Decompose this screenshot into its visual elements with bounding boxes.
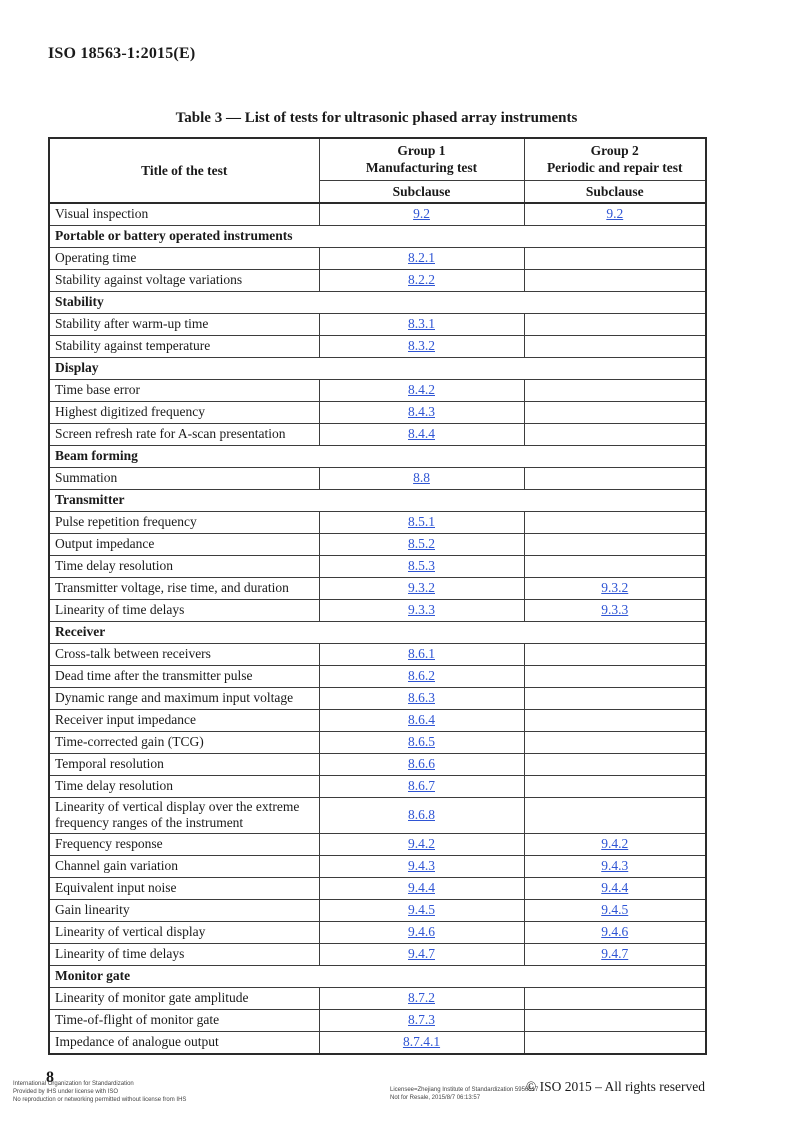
subclause-link[interactable]: 8.6.1 bbox=[408, 645, 435, 661]
column-header-group2 bbox=[524, 138, 706, 180]
group2-subclause-cell bbox=[524, 313, 706, 335]
test-title: Transmitter voltage, rise time, and duration bbox=[49, 577, 319, 599]
section-title: Stability bbox=[49, 291, 706, 313]
test-title: Visual inspection bbox=[49, 203, 319, 225]
table-body bbox=[49, 203, 706, 1054]
test-row bbox=[49, 856, 706, 878]
subclause-link[interactable]: 9.4.4 bbox=[408, 880, 435, 896]
group1-subclause-cell bbox=[319, 988, 524, 1010]
subclause-header-group1: Subclause bbox=[319, 180, 524, 203]
section-row bbox=[49, 357, 706, 379]
subclause-link[interactable]: 9.4.7 bbox=[601, 946, 629, 962]
group1-subclause-cell bbox=[319, 599, 524, 621]
subclause-link[interactable]: 8.6.5 bbox=[408, 733, 435, 749]
group2-subclause-cell bbox=[524, 753, 706, 775]
test-title: Dynamic range and maximum input voltage bbox=[49, 687, 319, 709]
group1-subclause-cell bbox=[319, 335, 524, 357]
test-title: Time-of-flight of monitor gate bbox=[49, 1010, 319, 1032]
tests-table bbox=[48, 137, 707, 1055]
section-row bbox=[49, 489, 706, 511]
group1-subclause-cell bbox=[319, 247, 524, 269]
group2-subclause-cell bbox=[524, 797, 706, 834]
group2-subclause-cell bbox=[524, 922, 706, 944]
subclause-link[interactable]: 9.4.3 bbox=[408, 858, 435, 874]
group2-subclause-cell bbox=[524, 709, 706, 731]
group1-subclause-cell bbox=[319, 1032, 524, 1054]
section-row bbox=[49, 291, 706, 313]
test-title: Operating time bbox=[49, 247, 319, 269]
test-row bbox=[49, 753, 706, 775]
group1-subclause-cell bbox=[319, 878, 524, 900]
test-title: Gain linearity bbox=[49, 900, 319, 922]
test-title: Time delay resolution bbox=[49, 775, 319, 797]
test-title: Linearity of vertical display over the extreme frequency ranges of the instrument bbox=[49, 797, 319, 834]
section-title: Beam forming bbox=[49, 445, 706, 467]
subclause-link[interactable]: 8.8 bbox=[413, 469, 430, 485]
section-row bbox=[49, 445, 706, 467]
test-row bbox=[49, 643, 706, 665]
copyright-notice: © ISO 2015 – All rights reserved bbox=[526, 1079, 705, 1094]
subclause-link[interactable]: 9.4.4 bbox=[601, 880, 629, 896]
footer-license-text bbox=[390, 1086, 538, 1102]
test-title: Channel gain variation bbox=[49, 856, 319, 878]
group2-subclause-cell bbox=[524, 511, 706, 533]
test-title: Cross-talk between receivers bbox=[49, 643, 319, 665]
subclause-link[interactable]: 9.4.2 bbox=[601, 836, 629, 852]
group2-subclause-cell bbox=[524, 247, 706, 269]
footer-legal-line: International Organization for Standardization bbox=[13, 1081, 134, 1087]
test-title: Linearity of time delays bbox=[49, 599, 319, 621]
group2-subclause-cell bbox=[524, 665, 706, 687]
subclause-link[interactable]: 9.4.5 bbox=[601, 902, 629, 918]
document-reference: ISO 18563-1:2015(E) bbox=[48, 45, 196, 62]
test-row bbox=[49, 599, 706, 621]
group1-subclause-cell bbox=[319, 467, 524, 489]
test-title: Impedance of analogue output bbox=[49, 1032, 319, 1054]
test-row bbox=[49, 335, 706, 357]
test-row bbox=[49, 577, 706, 599]
subclause-link[interactable]: 8.5.3 bbox=[408, 557, 435, 573]
test-title: Summation bbox=[49, 467, 319, 489]
subclause-link[interactable]: 8.2.1 bbox=[408, 249, 435, 265]
group2-subclause-cell bbox=[524, 599, 706, 621]
group1-subclause-cell bbox=[319, 511, 524, 533]
group2-subclause-cell bbox=[524, 878, 706, 900]
group1-subclause-cell bbox=[319, 643, 524, 665]
subclause-link[interactable]: 8.5.2 bbox=[408, 535, 435, 551]
test-row bbox=[49, 1032, 706, 1054]
group2-subclause-cell bbox=[524, 775, 706, 797]
subclause-link[interactable]: 8.3.1 bbox=[408, 315, 435, 331]
subclause-link[interactable]: 9.4.2 bbox=[408, 836, 435, 852]
test-row bbox=[49, 247, 706, 269]
test-row bbox=[49, 313, 706, 335]
group1-subclause-cell bbox=[319, 687, 524, 709]
test-title: Time base error bbox=[49, 379, 319, 401]
test-row bbox=[49, 731, 706, 753]
group2-subclause-cell bbox=[524, 856, 706, 878]
test-row bbox=[49, 709, 706, 731]
group2-subclause-cell bbox=[524, 203, 706, 225]
test-row bbox=[49, 944, 706, 966]
test-row bbox=[49, 988, 706, 1010]
test-row bbox=[49, 423, 706, 445]
subclause-link[interactable]: 9.4.5 bbox=[408, 902, 435, 918]
test-row bbox=[49, 687, 706, 709]
test-title: Pulse repetition frequency bbox=[49, 511, 319, 533]
test-row bbox=[49, 1010, 706, 1032]
test-row bbox=[49, 834, 706, 856]
group1-subclause-cell bbox=[319, 423, 524, 445]
group2-subclause-cell bbox=[524, 834, 706, 856]
group2-subclause-cell bbox=[524, 423, 706, 445]
group1-subclause-cell bbox=[319, 379, 524, 401]
footer-legal-text bbox=[13, 1080, 186, 1104]
subclause-link[interactable]: 8.3.2 bbox=[408, 337, 435, 353]
group1-subclause-cell bbox=[319, 753, 524, 775]
subclause-link[interactable]: 8.7.4.1 bbox=[402, 1034, 441, 1050]
group1-subclause-cell bbox=[319, 944, 524, 966]
page-number: 8 bbox=[46, 1069, 54, 1086]
group1-subclause-cell bbox=[319, 775, 524, 797]
section-title: Portable or battery operated instruments bbox=[49, 225, 706, 247]
section-title: Transmitter bbox=[49, 489, 706, 511]
table-caption: Table 3 — List of tests for ultrasonic phased array instruments bbox=[175, 110, 578, 126]
subclause-link[interactable]: 9.4.6 bbox=[601, 924, 629, 940]
subclause-link[interactable]: 8.6.3 bbox=[408, 689, 435, 705]
subclause-link[interactable]: 8.4.2 bbox=[408, 381, 435, 397]
column-header-title: Title of the test bbox=[49, 138, 319, 203]
subclause-link[interactable]: 8.6.8 bbox=[408, 806, 435, 822]
test-row bbox=[49, 269, 706, 291]
test-row bbox=[49, 379, 706, 401]
section-title: Display bbox=[49, 357, 706, 379]
test-title: Stability against temperature bbox=[49, 335, 319, 357]
subclause-link[interactable]: 9.2 bbox=[413, 205, 430, 221]
section-row bbox=[49, 966, 706, 988]
group2-subclause-cell bbox=[524, 577, 706, 599]
group1-subclause-cell bbox=[319, 834, 524, 856]
subclause-link[interactable]: 9.3.2 bbox=[408, 579, 435, 595]
group1-subclause-cell bbox=[319, 856, 524, 878]
test-row bbox=[49, 775, 706, 797]
group1-subclause-cell bbox=[319, 577, 524, 599]
subclause-link[interactable]: 8.7.2 bbox=[408, 990, 435, 1006]
test-row bbox=[49, 203, 706, 225]
column-header-group1 bbox=[319, 138, 524, 180]
subclause-link[interactable]: 9.4.7 bbox=[408, 946, 435, 962]
footer-license-line: Licensee=Zhejiang Institute of Standardization 5956617 bbox=[390, 1087, 539, 1093]
subclause-link[interactable]: 8.4.4 bbox=[408, 425, 435, 441]
group1-subclause-cell bbox=[319, 555, 524, 577]
subclause-link[interactable]: 9.4.6 bbox=[408, 924, 435, 940]
section-row bbox=[49, 621, 706, 643]
subclause-link[interactable]: 8.2.2 bbox=[408, 271, 435, 287]
footer-legal-line: No reproduction or networking permitted without license from IHS bbox=[13, 1097, 187, 1103]
group2-subclause-cell bbox=[524, 643, 706, 665]
test-row bbox=[49, 900, 706, 922]
subclause-link[interactable]: 8.6.4 bbox=[408, 711, 435, 727]
group1-subtitle: Manufacturing test bbox=[365, 160, 478, 176]
group2-subclause-cell bbox=[524, 335, 706, 357]
group2-subclause-cell bbox=[524, 1010, 706, 1032]
table-header bbox=[49, 138, 706, 203]
subclause-link[interactable]: 8.6.2 bbox=[408, 667, 435, 683]
test-row bbox=[49, 467, 706, 489]
group-header-row bbox=[49, 138, 706, 180]
subclause-link[interactable]: 8.7.3 bbox=[408, 1012, 435, 1028]
subclause-link[interactable]: 8.4.3 bbox=[408, 403, 435, 419]
subclause-link[interactable]: 8.6.6 bbox=[408, 755, 435, 771]
test-title: Time-corrected gain (TCG) bbox=[49, 731, 319, 753]
test-title: Temporal resolution bbox=[49, 753, 319, 775]
group2-subclause-cell bbox=[524, 988, 706, 1010]
group1-subclause-cell bbox=[319, 797, 524, 834]
group2-subclause-cell bbox=[524, 379, 706, 401]
test-title: Stability after warm-up time bbox=[49, 313, 319, 335]
subclause-header-group2: Subclause bbox=[524, 180, 706, 203]
test-title: Linearity of time delays bbox=[49, 944, 319, 966]
group2-subclause-cell bbox=[524, 1032, 706, 1054]
group2-subclause-cell bbox=[524, 269, 706, 291]
test-title: Dead time after the transmitter pulse bbox=[49, 665, 319, 687]
group2-subtitle: Periodic and repair test bbox=[546, 160, 683, 176]
group2-subclause-cell bbox=[524, 401, 706, 423]
test-title: Receiver input impedance bbox=[49, 709, 319, 731]
group1-subclause-cell bbox=[319, 665, 524, 687]
test-row bbox=[49, 922, 706, 944]
subclause-link[interactable]: 9.3.3 bbox=[408, 601, 435, 617]
group2-subclause-cell bbox=[524, 900, 706, 922]
group1-subclause-cell bbox=[319, 731, 524, 753]
test-row bbox=[49, 401, 706, 423]
test-title: Highest digitized frequency bbox=[49, 401, 319, 423]
group1-title: Group 1 bbox=[397, 142, 446, 158]
subclause-link[interactable]: 9.2 bbox=[606, 205, 624, 221]
test-title: Stability against voltage variations bbox=[49, 269, 319, 291]
group1-subclause-cell bbox=[319, 1010, 524, 1032]
test-title: Linearity of monitor gate amplitude bbox=[49, 988, 319, 1010]
subclause-link[interactable]: 9.4.3 bbox=[601, 858, 629, 874]
group1-subclause-cell bbox=[319, 900, 524, 922]
group2-subclause-cell bbox=[524, 467, 706, 489]
group1-subclause-cell bbox=[319, 401, 524, 423]
footer-license-line: Not for Resale, 2015/8/7 06:13:57 bbox=[390, 1095, 481, 1101]
group1-subclause-cell bbox=[319, 533, 524, 555]
group1-subclause-cell bbox=[319, 203, 524, 225]
test-row bbox=[49, 511, 706, 533]
test-title: Time delay resolution bbox=[49, 555, 319, 577]
group2-subclause-cell bbox=[524, 944, 706, 966]
test-title: Equivalent input noise bbox=[49, 878, 319, 900]
test-title: Output impedance bbox=[49, 533, 319, 555]
group1-subclause-cell bbox=[319, 269, 524, 291]
footer-legal-line: Provided by IHS under license with ISO bbox=[13, 1089, 119, 1095]
test-row bbox=[49, 665, 706, 687]
test-row bbox=[49, 533, 706, 555]
section-title: Receiver bbox=[49, 621, 706, 643]
group2-subclause-cell bbox=[524, 687, 706, 709]
subclause-link[interactable]: 8.5.1 bbox=[408, 513, 435, 529]
group1-subclause-cell bbox=[319, 313, 524, 335]
test-row bbox=[49, 878, 706, 900]
section-row bbox=[49, 225, 706, 247]
group1-subclause-cell bbox=[319, 922, 524, 944]
group2-subclause-cell bbox=[524, 555, 706, 577]
test-row bbox=[49, 797, 706, 834]
group2-subclause-cell bbox=[524, 731, 706, 753]
test-title: Frequency response bbox=[49, 834, 319, 856]
subclause-link[interactable]: 8.6.7 bbox=[408, 777, 435, 793]
group2-title: Group 2 bbox=[590, 142, 639, 158]
section-title: Monitor gate bbox=[49, 966, 706, 988]
test-title: Linearity of vertical display bbox=[49, 922, 319, 944]
test-row bbox=[49, 555, 706, 577]
subclause-link[interactable]: 9.3.3 bbox=[601, 601, 629, 617]
subclause-link[interactable]: 9.3.2 bbox=[601, 579, 629, 595]
group2-subclause-cell bbox=[524, 533, 706, 555]
group1-subclause-cell bbox=[319, 709, 524, 731]
test-title: Screen refresh rate for A-scan presentation bbox=[49, 423, 319, 445]
